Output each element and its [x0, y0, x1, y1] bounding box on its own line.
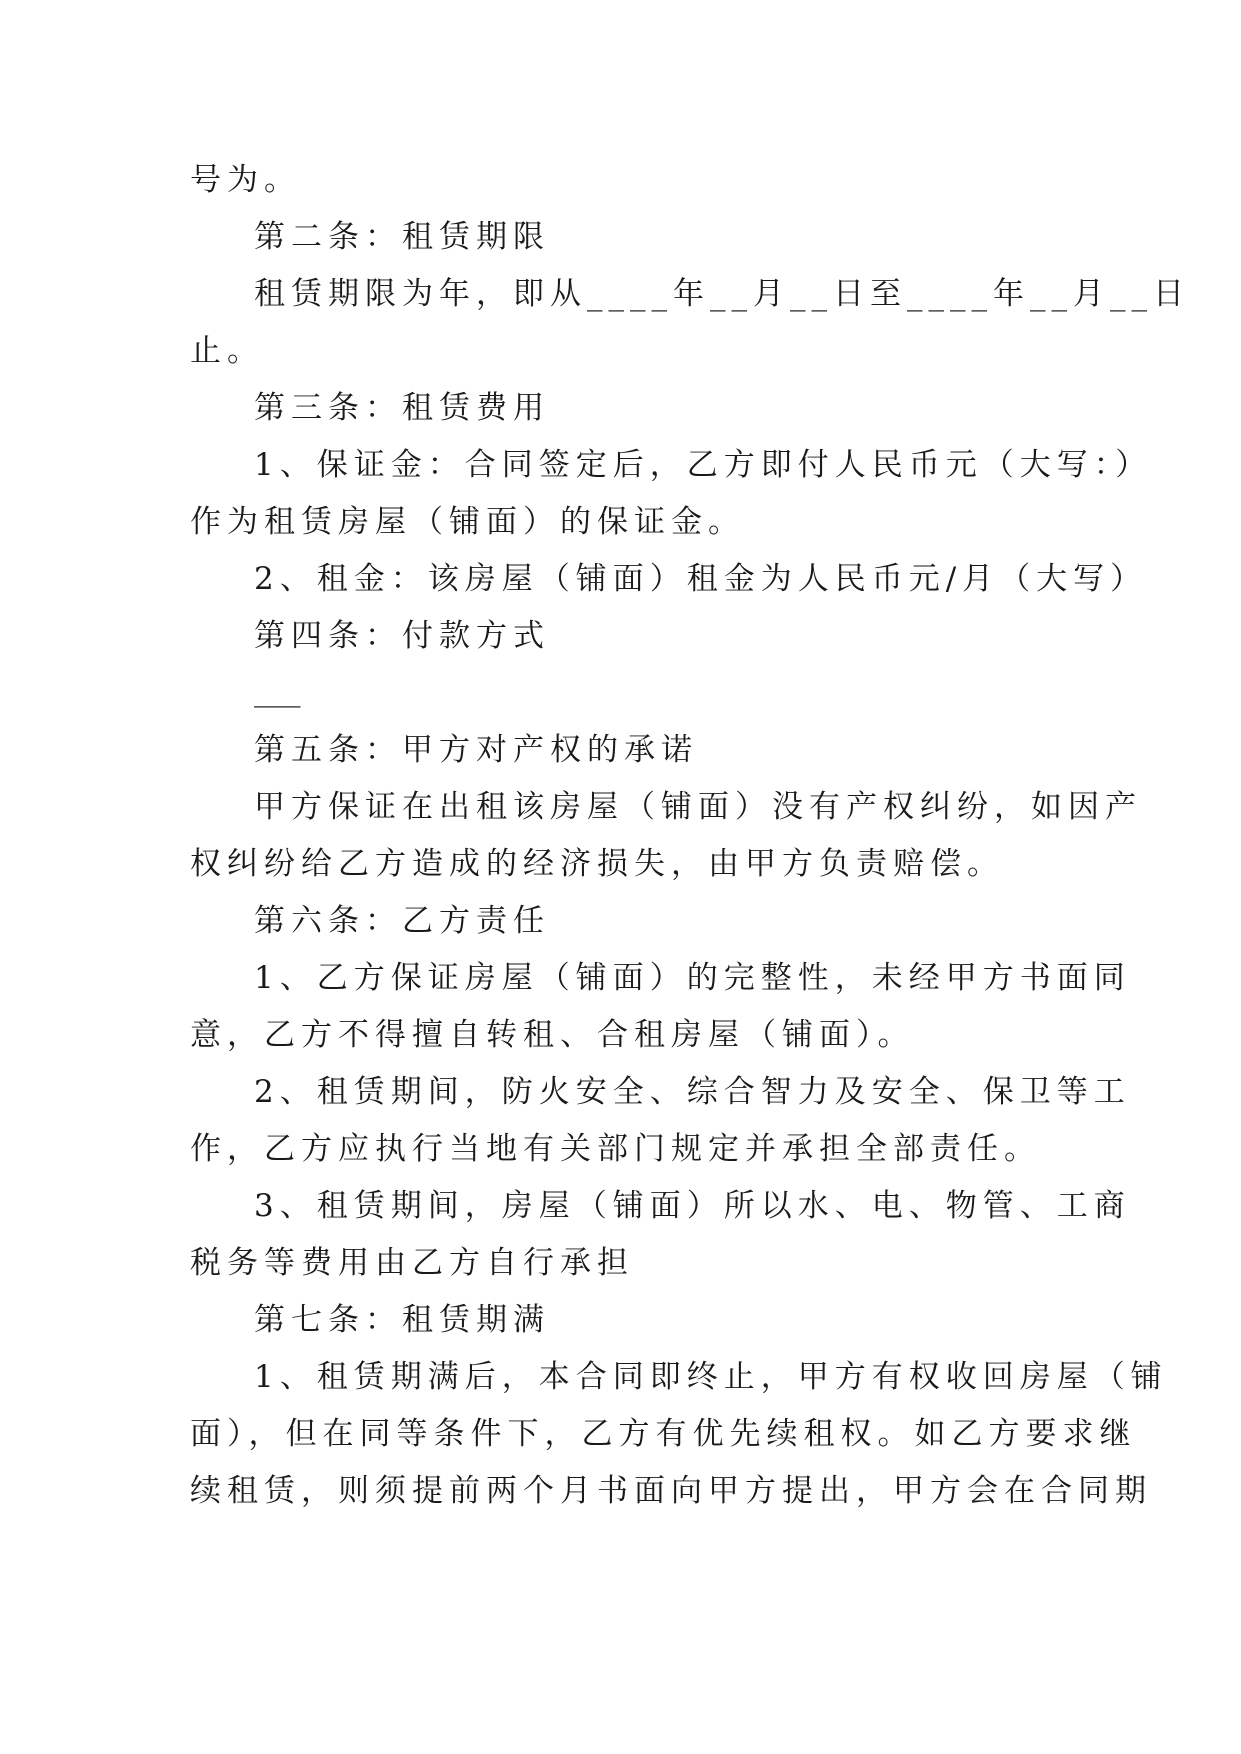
text-line: 1、乙方保证房屋（铺面）的完整性，未经甲方书面同	[254, 960, 1131, 996]
section-heading: 第六条：乙方责任	[254, 903, 550, 939]
section-heading: 第五条：甲方对产权的承诺	[254, 732, 698, 768]
text-line: 2、租赁期间，防火安全、综合智力及安全、保卫等工	[254, 1074, 1131, 1110]
blank-line: ___	[254, 672, 301, 708]
section-heading: 第三条：租赁费用	[254, 390, 550, 426]
section-heading: 第七条：租赁期满	[254, 1302, 550, 1338]
section-heading: 第四条：付款方式	[254, 618, 550, 654]
text-line: 2、租金：该房屋（铺面）租金为人民币元/月（大写）	[254, 561, 1148, 597]
text-line: 3、租赁期间，房屋（铺面）所以水、电、物管、工商	[254, 1188, 1131, 1224]
text-line: 面），但在同等条件下，乙方有优先续租权。如乙方要求继	[190, 1416, 1137, 1452]
text-line: 甲方保证在出租该房屋（铺面）没有产权纠纷，如因产	[254, 789, 1142, 825]
text-line: 税务等费用由乙方自行承担	[190, 1245, 634, 1281]
text-line: 意，乙方不得擅自转租、合租房屋（铺面）。	[190, 1017, 915, 1053]
text-line: 作为租赁房屋（铺面）的保证金。	[190, 504, 745, 540]
text-line: 1、保证金：合同签定后，乙方即付人民币元（大写：）	[254, 447, 1153, 483]
text-line: 租赁期限为年，即从____年__月__日至____年__月__日	[254, 276, 1190, 312]
section-heading: 第二条：租赁期限	[254, 219, 550, 255]
text-line: 作，乙方应执行当地有关部门规定并承担全部责任。	[190, 1131, 1041, 1167]
text-line: 止。	[190, 333, 264, 369]
text-line: 续租赁，则须提前两个月书面向甲方提出，甲方会在合同期	[190, 1473, 1152, 1509]
text-line: 1、租赁期满后，本合同即终止，甲方有权收回房屋（铺	[254, 1359, 1168, 1395]
text-line: 号为。	[190, 162, 301, 198]
text-line: 权纠纷给乙方造成的经济损失，由甲方负责赔偿。	[190, 846, 1004, 882]
